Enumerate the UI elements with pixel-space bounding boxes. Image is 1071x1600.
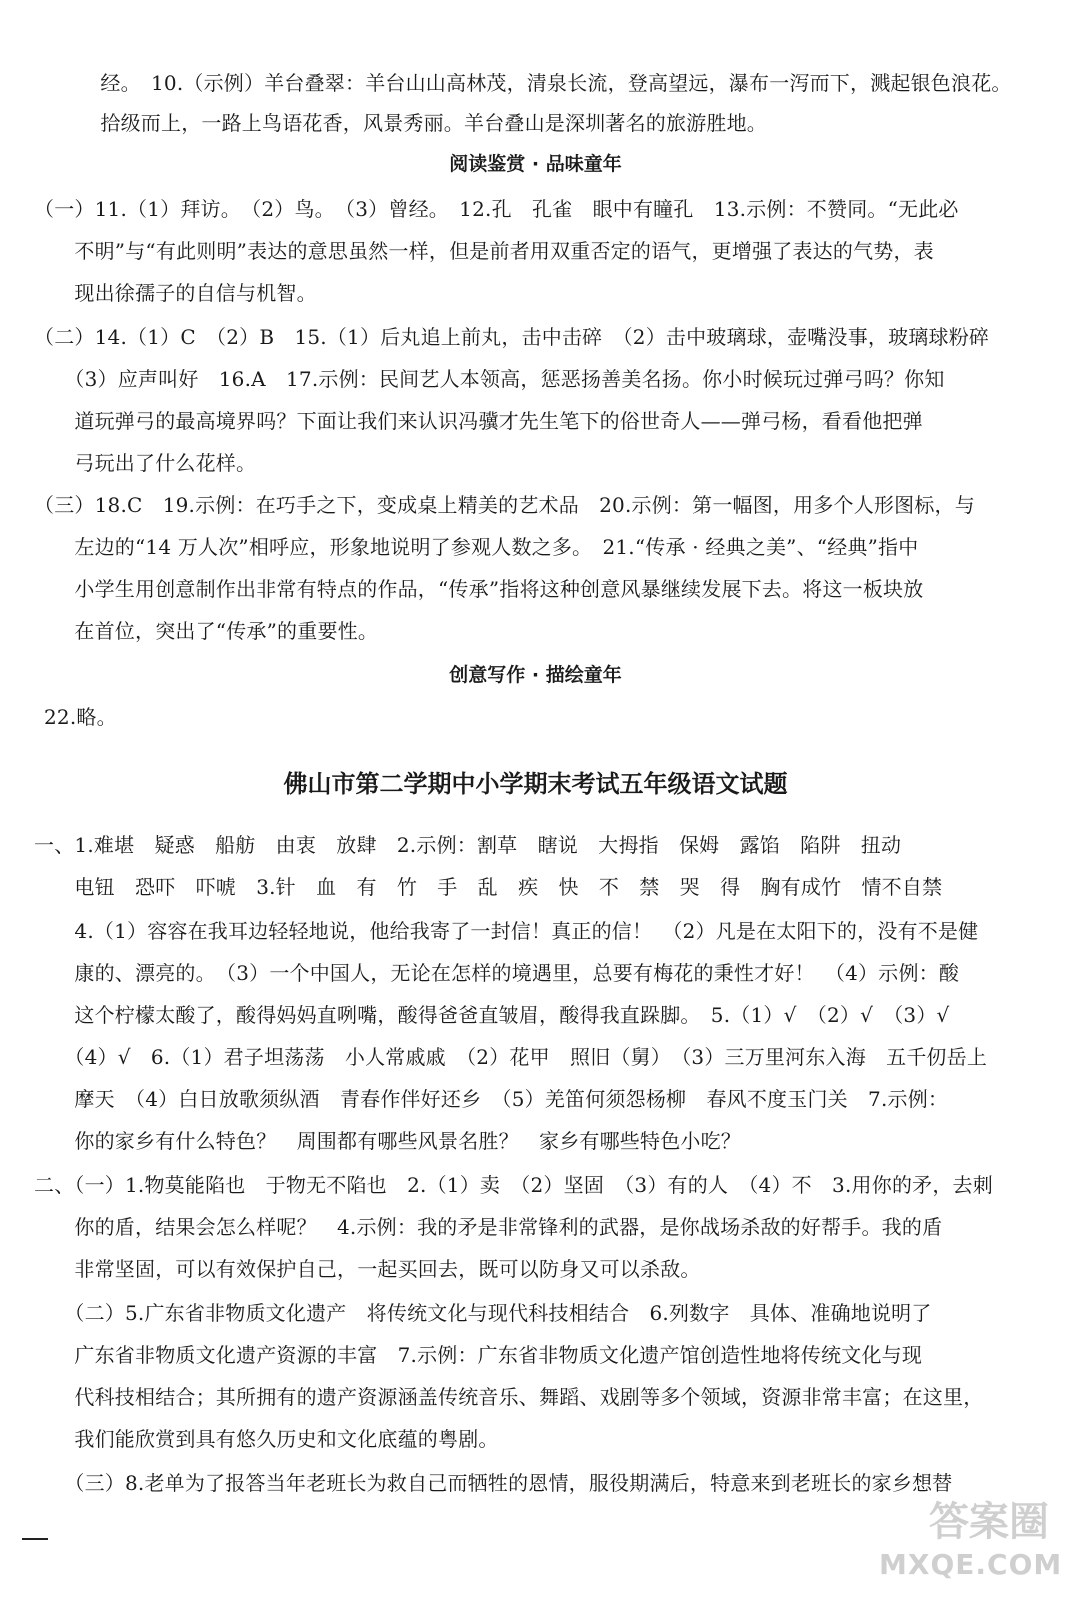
text-line: 你的盾，结果会怎么样呢？ 4.示例：我的矛是非常锋利的武器，是你战场杀敌的好帮手。我的盾 bbox=[34, 1215, 943, 1239]
text-line: 摩天 （4）白日放歌须纵酒 青春作伴好还乡 （5）羌笛何须怨杨柳 春风不度玉门关 7.示例： bbox=[34, 1087, 949, 1111]
text-line: （4）√ 6.（1）君子坦荡荡 小人常戚戚 （2）花甲 照旧（舅） （3）三万里河东入海 五千仞岳上 bbox=[34, 1045, 988, 1069]
section-heading-reading: 阅读鉴赏 · 品味童年 bbox=[449, 153, 622, 175]
text-line: （二）14.（1）C （2）B 15.（1）后丸追上前丸，击中击碎 （2）击中玻璃球，壶嘴没事，玻璃球粉碎 bbox=[34, 325, 990, 349]
text-line: 康的、漂亮的。 （3）一个中国人，无论在怎样的境遇里，总要有梅花的秉性才好！ （4）示例：酸 bbox=[34, 961, 960, 985]
text-line: （二）5.广东省非物质文化遗产 将传统文化与现代科技相结合 6.列数字 具体、准确地说明了 bbox=[34, 1301, 932, 1325]
watermark-logo bbox=[879, 1496, 1063, 1586]
text-line: 我们能欣赏到具有悠久历史和文化底蕴的粤剧。 bbox=[34, 1427, 499, 1451]
text-line: （三）18.C 19.示例：在巧手之下，变成桌上精美的艺术品 20.示例：第一幅图，用多个人形图标，与 bbox=[34, 493, 975, 517]
text-line: 在首位，突出了“传承”的重要性。 bbox=[34, 619, 379, 643]
page-footer-mark bbox=[22, 1538, 48, 1540]
text-line: 22.略。 bbox=[44, 705, 117, 729]
text-line: （三）8.老单为了报答当年老班长为救自己而牺牲的恩情，服役期满后，特意来到老班长的家乡想替 bbox=[34, 1471, 953, 1495]
watermark-url: MXQE.COM bbox=[879, 1548, 1063, 1581]
text-line: 4.（1）容容在我耳边轻轻地说，他给我寄了一封信！真正的信！ （2）凡是在太阳下的，没有不是健 bbox=[34, 919, 979, 943]
text-line: 非常坚固，可以有效保护自己，一起买回去，既可以防身又可以杀敌。 bbox=[34, 1257, 701, 1281]
text-line: 电钮 恐吓 吓唬 3.针 血 有 竹 手 乱 疾 快 不 禁 哭 得 胸有成竹 情不自禁 bbox=[34, 875, 943, 899]
text-line: 代科技相结合；其所拥有的遗产资源涵盖传统音乐、舞蹈、戏剧等多个领域，资源非常丰富；在这里， bbox=[34, 1385, 984, 1409]
text-line: 弓玩出了什么花样。 bbox=[34, 451, 257, 475]
section-heading-writing: 创意写作 · 描绘童年 bbox=[449, 664, 622, 686]
text-line: 这个柠檬太酸了，酸得妈妈直咧嘴，酸得爸爸直皱眉，酸得我直跺脚。 5.（1）√ （2）√ （3）√ bbox=[34, 1003, 950, 1027]
text-line: 小学生用创意制作出非常有特点的作品，“传承”指将这种创意风暴继续发展下去。将这一板块放 bbox=[34, 577, 924, 601]
text-line: 你的家乡有什么特色？ 周围都有哪些风景名胜？ 家乡有哪些特色小吃？ bbox=[34, 1129, 741, 1153]
text-line: 一、1.难堪 疑惑 船舫 由衷 放肆 2.示例：割草 瞎说 大拇指 保姆 露馅 陷阱 扭动 bbox=[34, 833, 902, 857]
text-line: 现出徐孺子的自信与机智。 bbox=[34, 281, 317, 305]
watermark-logo-text: 答案圈 bbox=[929, 1499, 1049, 1545]
text-line: 二、（一）1.物莫能陷也 于物无不陷也 2.（1）卖 （2）坚固 （3）有的人 （4）不 3.用你的矛，去刺 bbox=[34, 1173, 993, 1197]
text-line: 左边的“14 万人次”相呼应，形象地说明了参观人数之多。 21.“传承 · 经典之美”、“经典”指中 bbox=[34, 535, 919, 559]
text-line: 经。 10.（示例）羊台叠翠：羊台山山高林茂，清泉长流，登高望远，瀑布一泻而下，溅起银色浪花。 bbox=[60, 71, 1012, 95]
text-line: 不明”与“有此则明”表达的意思虽然一样，但是前者用双重否定的语气，更增强了表达的气势，表 bbox=[34, 239, 934, 263]
exam-title: 佛山市第二学期中小学期末考试五年级语文试题 bbox=[283, 770, 788, 798]
text-line: （一）11.（1）拜访。 （2）鸟。 （3）曾经。 12.孔 孔雀 眼中有瞳孔 13.示例：不赞同。“无此必 bbox=[34, 197, 959, 221]
text-line: （3）应声叫好 16.A 17.示例：民间艺人本领高，惩恶扬善美名扬。你小时候玩过弹弓吗？你知 bbox=[34, 367, 945, 391]
text-line: 道玩弹弓的最高境界吗？下面让我们来认识冯骥才先生笔下的俗世奇人——弹弓杨，看看他把弹 bbox=[34, 409, 923, 433]
text-line: 广东省非物质文化遗产资源的丰富 7.示例：广东省非物质文化遗产馆创造性地将传统文化与现 bbox=[34, 1343, 923, 1367]
text-line: 拾级而上，一路上鸟语花香，风景秀丽。羊台叠山是深圳著名的旅游胜地。 bbox=[60, 111, 767, 135]
